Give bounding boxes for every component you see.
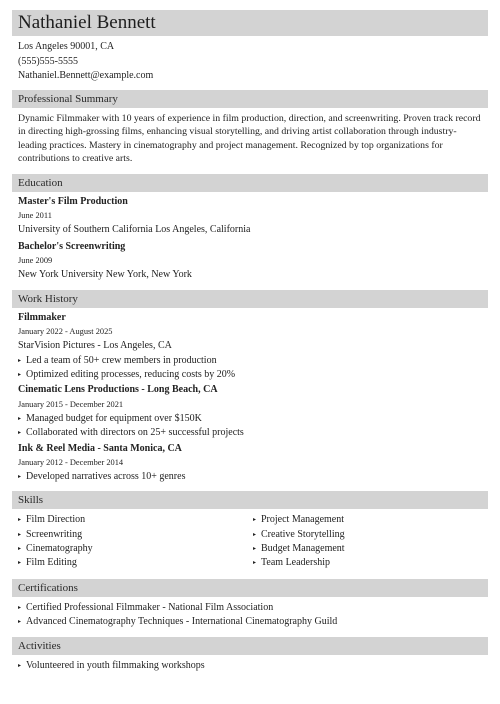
education-heading <box>12 174 488 192</box>
triangle-bullet-icon: ▸ <box>18 357 22 364</box>
skills-column-left <box>18 513 253 570</box>
triangle-bullet-icon: ▸ <box>253 545 257 552</box>
certifications-list <box>18 601 488 630</box>
skill-item <box>18 528 253 542</box>
list-item <box>18 426 488 440</box>
skills-heading-text: Skills <box>18 494 44 507</box>
triangle-bullet-icon: ▸ <box>18 415 22 422</box>
skills-section <box>12 513 488 570</box>
skills-grid <box>18 513 488 570</box>
activities-list <box>18 659 488 673</box>
list-item <box>18 470 488 484</box>
list-item <box>18 368 488 382</box>
triangle-bullet-icon: ▸ <box>253 531 257 538</box>
skill-text: Screenwriting <box>26 528 83 540</box>
job-dates: January 2012 - December 2014 <box>18 458 124 468</box>
certification-text: Certified Professional Filmmaker - National Film Association <box>26 601 274 613</box>
list-item <box>18 615 488 629</box>
name-header <box>12 10 488 36</box>
job-dates: January 2015 - December 2021 <box>18 399 124 409</box>
certifications-heading <box>12 579 488 597</box>
work-heading-text: Work History <box>18 292 78 305</box>
activities-heading-text: Activities <box>18 640 61 653</box>
contact-phone: (555)555-5555 <box>18 55 78 67</box>
triangle-bullet-icon: ▸ <box>18 372 22 379</box>
skill-item <box>253 542 488 556</box>
triangle-bullet-icon: ▸ <box>18 560 22 567</box>
list-item <box>18 601 488 615</box>
certifications-heading-text: Certifications <box>18 581 78 594</box>
triangle-bullet-icon: ▸ <box>18 618 22 625</box>
education-entry <box>18 195 488 238</box>
job-dates: January 2022 - August 2025 <box>18 327 113 337</box>
candidate-name: Nathaniel Bennett <box>18 12 156 33</box>
list-item <box>18 659 488 673</box>
bullet-text: Led a team of 50+ crew members in production <box>26 354 217 366</box>
skill-text: Creative Storytelling <box>261 528 345 540</box>
list-item <box>18 354 488 368</box>
job-title: Cinematic Lens Productions - Long Beach, CA <box>18 384 218 396</box>
triangle-bullet-icon: ▸ <box>18 531 22 538</box>
contact-block <box>12 40 488 84</box>
job-entry <box>18 311 488 383</box>
contact-email[interactable]: Nathaniel.Bennett@example.com <box>18 70 154 81</box>
job-bullets <box>18 354 488 383</box>
skill-item <box>253 528 488 542</box>
job-title: Filmmaker <box>18 311 66 323</box>
certification-text: Advanced Cinematography Techniques - International Cinematography Guild <box>26 615 338 627</box>
education-degree: Master's Film Production <box>18 195 128 207</box>
job-entry <box>18 442 488 485</box>
skill-item <box>253 556 488 570</box>
skill-text: Team Leadership <box>261 557 330 569</box>
list-item <box>18 412 488 426</box>
job-company: StarVision Pictures - Los Angeles, CA <box>18 340 172 352</box>
triangle-bullet-icon: ▸ <box>18 663 22 670</box>
skill-text: Film Direction <box>26 514 86 526</box>
activity-text: Volunteered in youth filmmaking workshops <box>26 660 205 672</box>
education-school: New York University New York, New York <box>18 269 192 281</box>
skill-text: Film Editing <box>26 557 77 569</box>
contact-address: Los Angeles 90001, CA <box>18 41 115 52</box>
skill-item <box>18 556 253 570</box>
education-date: June 2011 <box>18 211 52 221</box>
education-school: University of Southern California Los Angeles, California <box>18 224 251 236</box>
summary-heading <box>12 90 488 108</box>
bullet-text: Collaborated with directors on 25+ successful projects <box>26 427 244 439</box>
skill-text: Cinematography <box>26 542 93 554</box>
skill-item <box>18 542 253 556</box>
work-heading <box>12 290 488 308</box>
skill-item <box>253 513 488 527</box>
job-title: Ink & Reel Media - Santa Monica, CA <box>18 442 182 454</box>
bullet-text: Optimized editing processes, reducing costs by 20% <box>26 369 236 381</box>
job-entry <box>18 383 488 440</box>
bullet-text: Developed narratives across 10+ genres <box>26 471 186 483</box>
triangle-bullet-icon: ▸ <box>18 545 22 552</box>
activities-section <box>12 659 488 673</box>
job-bullets <box>18 470 488 484</box>
triangle-bullet-icon: ▸ <box>253 517 257 524</box>
skill-text: Project Management <box>261 514 345 526</box>
triangle-bullet-icon: ▸ <box>18 604 22 611</box>
education-heading-text: Education <box>18 176 63 189</box>
skills-heading <box>12 491 488 509</box>
bullet-text: Managed budget for equipment over $150K <box>26 412 202 424</box>
job-bullets <box>18 412 488 441</box>
triangle-bullet-icon: ▸ <box>18 474 22 481</box>
education-section <box>12 195 488 283</box>
summary-heading-text: Professional Summary <box>18 92 118 105</box>
triangle-bullet-icon: ▸ <box>18 430 22 437</box>
triangle-bullet-icon: ▸ <box>18 517 22 524</box>
certifications-section <box>12 601 488 630</box>
education-entry <box>18 240 488 283</box>
skill-text: Budget Management <box>261 542 345 554</box>
skill-item <box>18 513 253 527</box>
summary-section <box>12 112 488 166</box>
triangle-bullet-icon: ▸ <box>253 560 257 567</box>
summary-text: Dynamic Filmmaker with 10 years of experience in film production, direction, and screenwriting. Proven track record in directing high-grossing films, enhancing visual storytelling, and driving artist collaboration through industry-leading practices. Mastery in cinematography and project management. Recognized by top organizations for contributions to creative arts. <box>18 112 481 165</box>
skills-column-right <box>253 513 488 570</box>
work-section <box>12 311 488 484</box>
activities-heading <box>12 637 488 655</box>
education-date: June 2009 <box>18 256 53 266</box>
education-degree: Bachelor's Screenwriting <box>18 240 126 252</box>
